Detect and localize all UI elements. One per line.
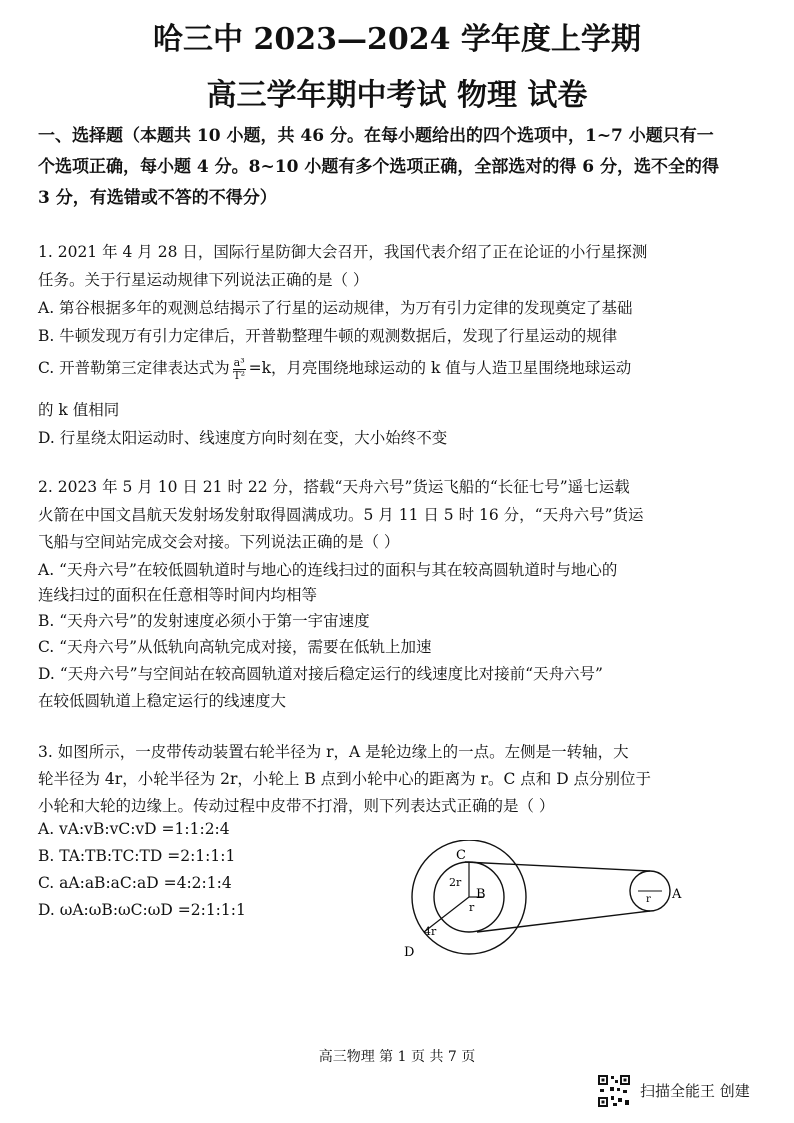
q2-stem-line1: 2. 2023 年 5 月 10 日 21 时 22 分，搭载“天舟六号”货运飞船的“长征七号”遥七运载 [38, 478, 630, 496]
q1-option-b: B. 牛顿发现万有引力定律后，开普勒整理牛顿的观测数据后，发现了行星运动的规律 [38, 327, 618, 345]
q2-stem-line3: 飞船与空间站完成交会对接。下列说法正确的是（ ） [38, 533, 400, 551]
label-2r: 2r [449, 876, 462, 889]
kepler-fraction [233, 357, 246, 382]
q1-option-c [38, 356, 631, 382]
fraction-denominator: T² [233, 368, 246, 382]
label-4r: 4r [424, 925, 437, 938]
belt-top [465, 862, 650, 871]
q3-option-b: B. TA:TB:TC:TD =2:1:1:1 [38, 847, 236, 865]
label-right-r: r [646, 894, 651, 905]
q1-stem-line2: 任务。关于行星运动规律下列说法正确的是（ ） [38, 271, 369, 289]
q2-option-b: B. “天舟六号”的发射速度必须小于第一宇宙速度 [38, 612, 370, 630]
q3-option-a: A. vA:vB:vC:vD =1:1:2:4 [38, 820, 230, 838]
fraction-numerator: a³ [233, 355, 245, 369]
q3-stem-line1: 3. 如图所示，一皮带传动装置右轮半径为 r，A 是轮边缘上的一点。左侧是一转轴，大 [38, 743, 629, 761]
page-footer: 高三物理 第 1 页 共 7 页 [318, 1049, 476, 1065]
section-instruction-line3: 3 分，有选错或不答的不得分） [38, 188, 277, 208]
q1-option-c-line2: 的 k 值相同 [38, 401, 120, 419]
exam-title: 哈三中 2023—2024 学年度上学期 [153, 22, 641, 57]
q1-option-c-pre: C. 开普勒第三定律表达式为 [38, 359, 230, 377]
q3-stem-line2: 轮半径为 4r，小轮半径为 2r，小轮上 B 点到小轮中心的距离为 r。C 点和 D 点分别位于 [38, 770, 652, 788]
label-a: A [672, 887, 682, 902]
scanner-brand: 扫描全能王 创建 [640, 1082, 750, 1100]
exam-subtitle: 高三学年期中考试 物理 试卷 [206, 78, 588, 113]
q2-option-c: C. “天舟六号”从低轨向高轨完成对接，需要在低轨上加速 [38, 638, 432, 656]
q3-option-c: C. aA:aB:aC:aD =4:2:1:4 [38, 874, 232, 892]
q2-stem-line2: 火箭在中国文昌航天发射场发射取得圆满成功。5 月 11 日 5 时 16 分，“天舟六号”货运 [38, 506, 644, 524]
section-instruction-line2: 个选项正确，每小题 4 分。8~10 小题有多个选项正确，全部选对的得 6 分，选不全的得 [38, 157, 719, 177]
q1-stem-line1: 1. 2021 年 4 月 28 日，国际行星防御大会召开，我国代表介绍了正在论证的小行星探测 [38, 243, 648, 261]
q2-option-d-line2: 在较低圆轨道上稳定运行的线速度大 [38, 692, 287, 710]
q2-option-d-line1: D. “天舟六号”与空间站在较高圆轨道对接后稳定运行的线速度比对接前“天舟六号” [38, 665, 603, 683]
q1-option-a: A. 第谷根据多年的观测总结揭示了行星的运动规律，为万有引力定律的发现奠定了基础 [38, 299, 633, 317]
q1-option-c-post: =k，月亮围绕地球运动的 k 值与人造卫星围绕地球运动 [248, 359, 632, 377]
q1-option-d: D. 行星绕太阳运动时、线速度方向时刻在变，大小始终不变 [38, 429, 448, 447]
q2-option-a-line1: A. “天舟六号”在较低圆轨道时与地心的连线扫过的面积与其在较高圆轨道时与地心的 [38, 561, 618, 579]
label-c: C [456, 848, 466, 863]
q3-option-d: D. ωA:ωB:ωC:ωD =2:1:1:1 [38, 901, 246, 919]
qr-code-icon [597, 1074, 631, 1108]
belt-pulley-diagram [394, 840, 694, 965]
label-r: r [469, 901, 475, 914]
label-b: B [476, 887, 486, 902]
q3-stem-line3: 小轮和大轮的边缘上。传动过程中皮带不打滑，则下列表达式正确的是（ ） [38, 797, 555, 815]
belt-bottom [477, 911, 650, 932]
label-d: D [404, 945, 415, 960]
q2-option-a-line2: 连线扫过的面积在任意相等时间内均相等 [38, 586, 318, 604]
section-instruction-line1: 一、选择题（本题共 10 小题，共 46 分。在每小题给出的四个选项中，1~7 小题只有一 [38, 126, 714, 146]
